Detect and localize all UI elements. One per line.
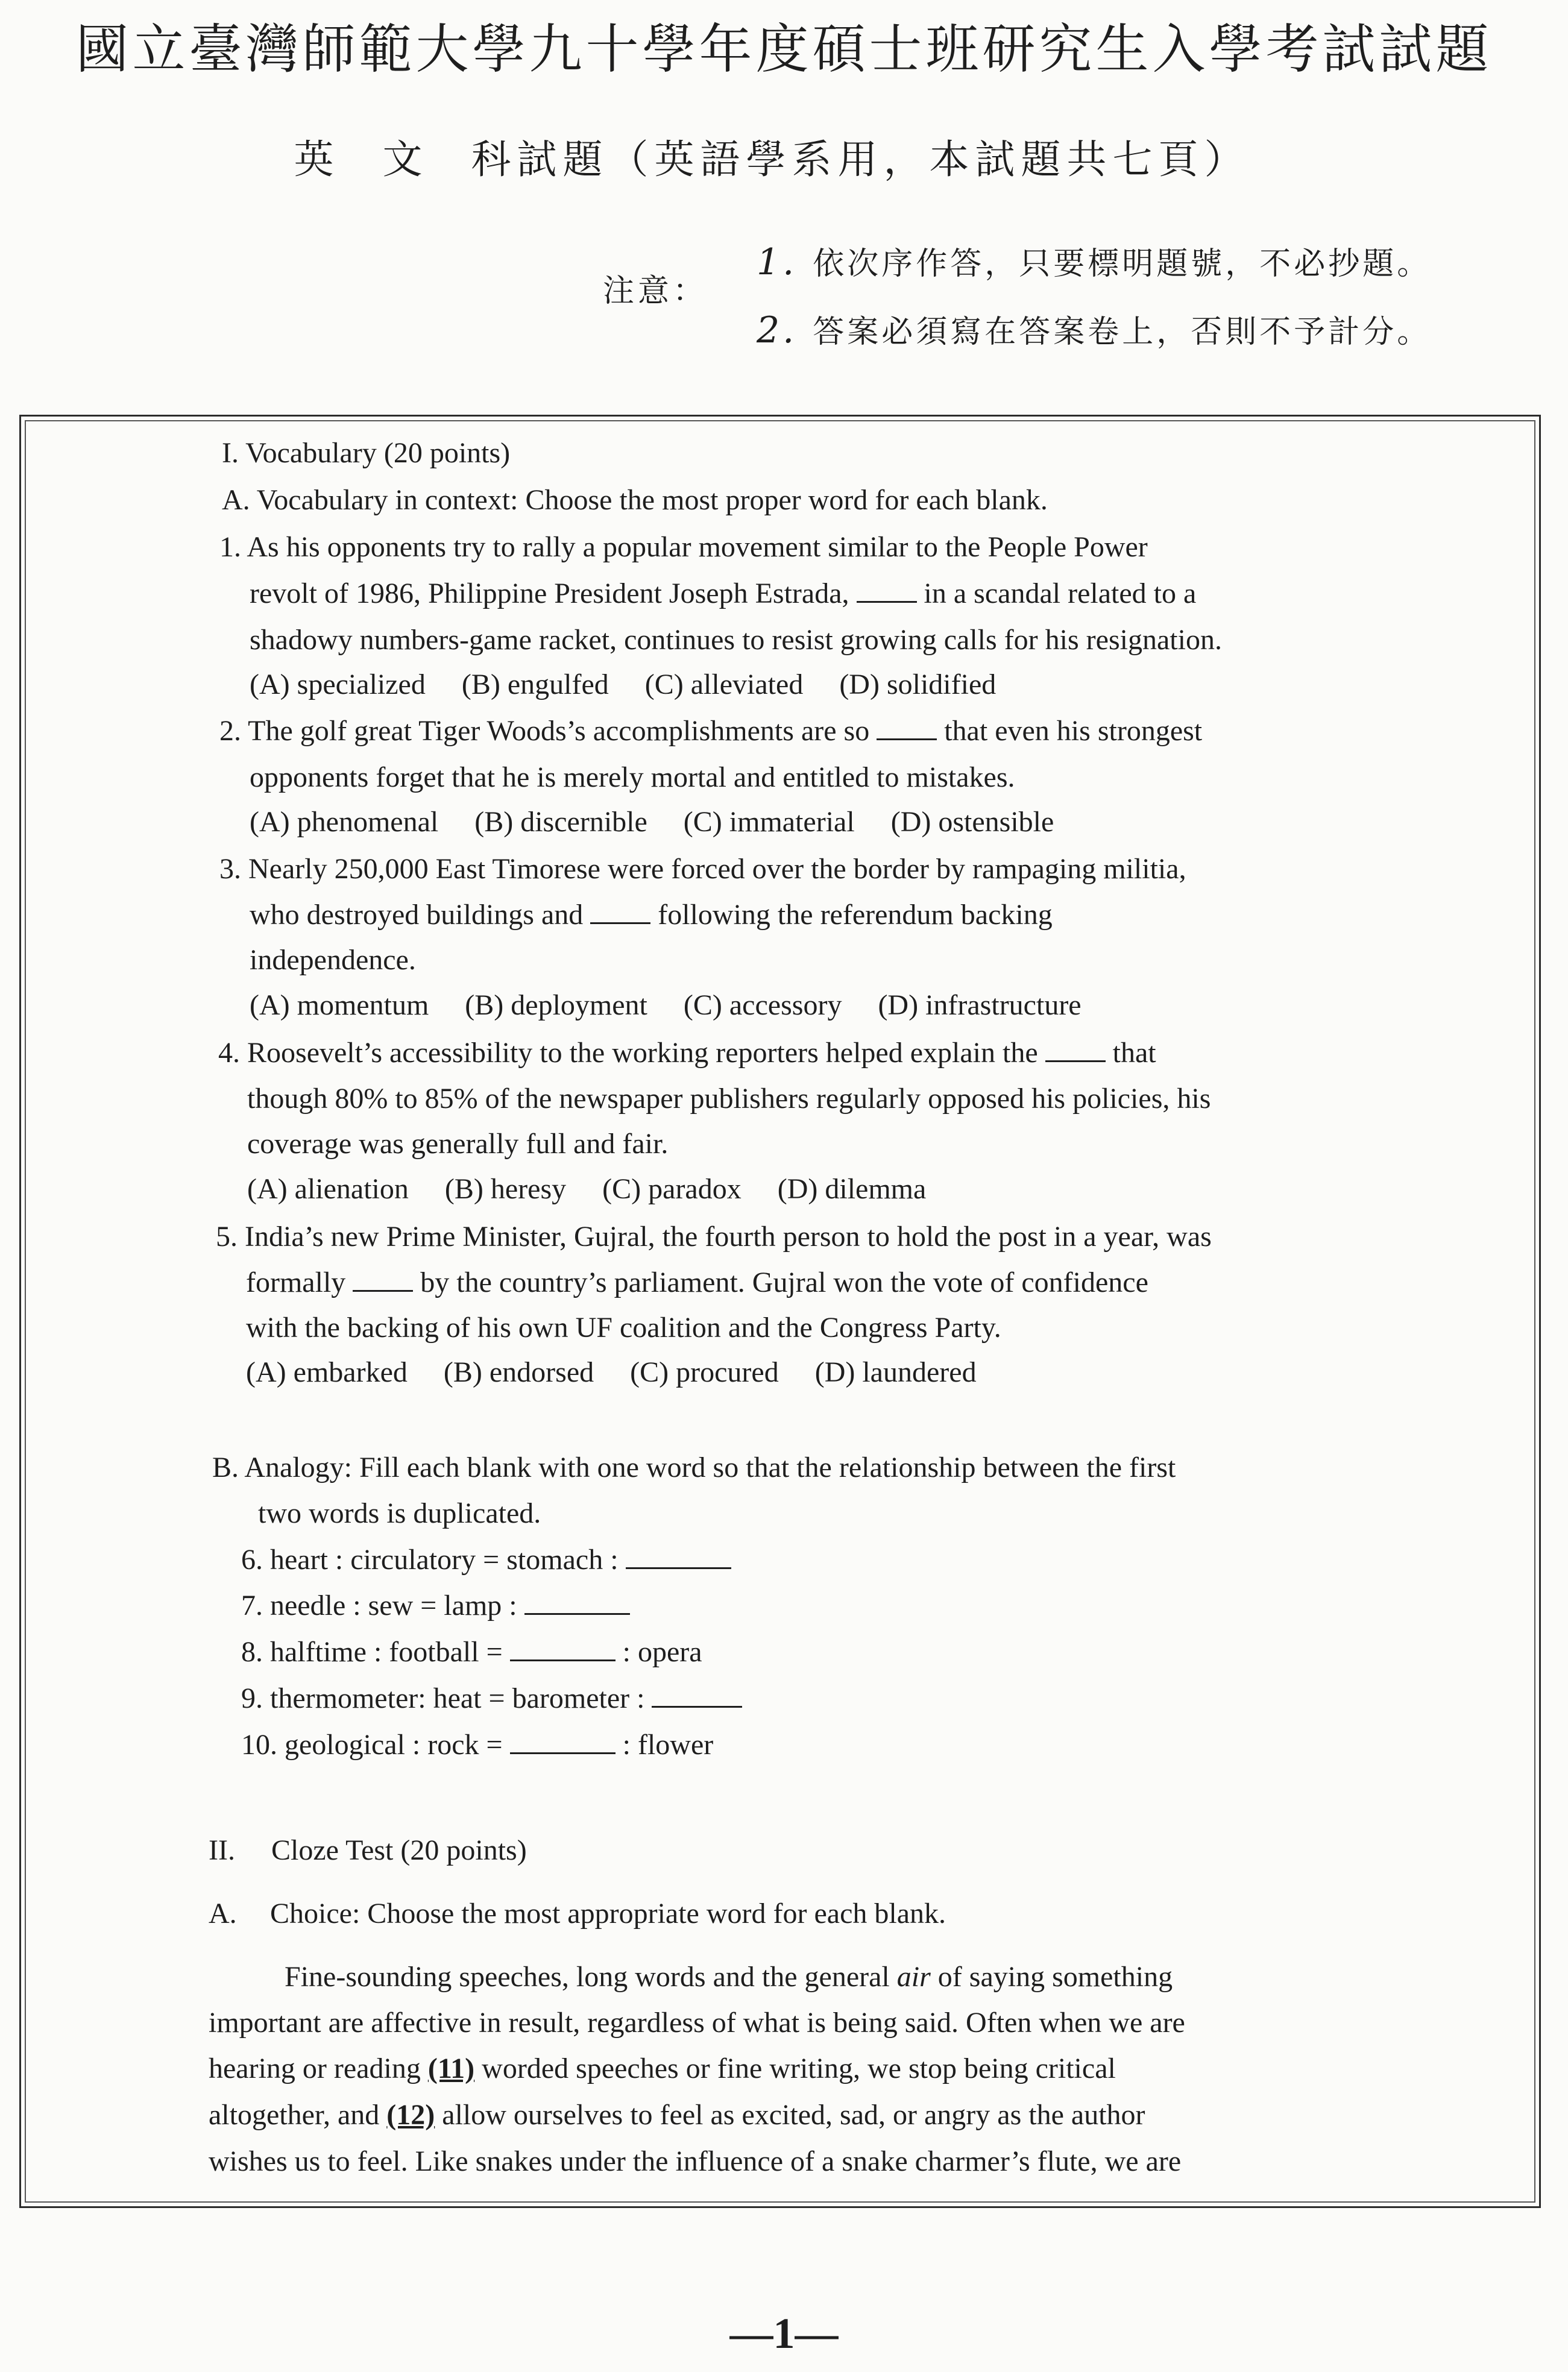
option: (C) procured: [630, 1356, 779, 1388]
question-line: coverage was generally full and fair.: [247, 1128, 669, 1160]
question-line: [250, 576, 1196, 612]
question-text: in a scandal related to a: [924, 577, 1197, 609]
answer-blank: [524, 1590, 630, 1615]
analogy-item: [241, 1634, 702, 1670]
option-row: [250, 804, 1083, 840]
option: (B) endorsed: [443, 1356, 594, 1388]
option: (C) immaterial: [683, 806, 855, 838]
question-line: shadowy numbers-game racket, continues to resist growing calls for his resignation.: [250, 624, 1222, 656]
part-heading: A. Vocabulary in context: Choose the most proper word for each blank.: [222, 484, 1048, 516]
option-row: [246, 1354, 1006, 1391]
option-row: [250, 987, 1110, 1024]
question-line: 1. As his opponents try to rally a popular movement similar to the People Power: [219, 531, 1148, 563]
option: (A) momentum: [250, 989, 429, 1021]
analogy-text: 6. heart : circulatory = stomach :: [241, 1544, 619, 1576]
analogy-text: 10. geological : rock =: [241, 1729, 503, 1761]
notice-text: 依次序作答，只要標明題號，不必抄題。: [813, 246, 1432, 282]
option-row: [250, 667, 1025, 703]
passage-line: important are affective in result, regardless of what is being said. Often when we are: [209, 2007, 1185, 2039]
answer-blank: [510, 1729, 616, 1754]
question-text: that even his strongest: [944, 715, 1203, 747]
passage-line: [209, 2051, 1116, 2087]
question-text: who destroyed buildings and: [250, 899, 584, 931]
option-row: [247, 1171, 955, 1207]
option: (A) phenomenal: [250, 806, 439, 838]
subject-char-2: 文: [382, 136, 429, 183]
question-text: revolt of 1986, Philippine President Joseph Estrada,: [250, 577, 849, 609]
notice-item: [757, 238, 1431, 283]
notice-label: 注意：: [603, 273, 708, 309]
notice-number: 1.: [757, 241, 798, 283]
option: (B) discernible: [474, 806, 647, 838]
passage-text: Fine-sounding speeches, long words and the general: [285, 1961, 890, 1993]
subject-description: 科試題（英語學系用，本試題共七頁）: [471, 136, 1250, 183]
option: (A) embarked: [246, 1356, 408, 1388]
answer-blank: [857, 578, 917, 603]
option: (B) heresy: [444, 1173, 567, 1205]
analogy-text: : flower: [622, 1729, 714, 1761]
option: (A) alienation: [247, 1173, 409, 1205]
part-heading: B. Analogy: Fill each blank with one word so that the relationship between the first: [212, 1452, 1176, 1483]
answer-blank: [877, 716, 937, 740]
analogy-item: [241, 1681, 742, 1717]
passage-text: of saying something: [937, 1961, 1173, 1993]
question-text: following the referendum backing: [658, 899, 1053, 931]
answer-blank: [353, 1267, 413, 1292]
passage-text: allow ourselves to feel as excited, sad, or angry as the author: [442, 2099, 1145, 2131]
option: (C) accessory: [683, 989, 842, 1021]
question-line: [246, 1265, 1148, 1301]
passage-line: [285, 1959, 1173, 1995]
analogy-text: 8. halftime : football =: [241, 1636, 503, 1668]
analogy-text: 9. thermometer: heat = barometer :: [241, 1682, 645, 1714]
cloze-blank: (12): [386, 2099, 435, 2131]
option: (C) paradox: [602, 1173, 741, 1205]
passage-emphasis: air: [896, 1961, 931, 1993]
option: (B) engulfed: [461, 669, 609, 700]
passage-text: worded speeches or fine writing, we stop being critical: [482, 2053, 1116, 2084]
option: (D) solidified: [839, 669, 997, 700]
option: (D) laundered: [814, 1356, 977, 1388]
question-text: 2. The golf great Tiger Woods’s accomplishments are so: [219, 715, 870, 747]
question-text: that: [1112, 1037, 1156, 1069]
cloze-blank: (11): [427, 2053, 475, 2084]
question-line: [250, 897, 1053, 933]
exam-title: 國立臺灣師範大學九十學年度碩士班研究生入學考試試題: [75, 18, 1493, 80]
answer-blank: [652, 1683, 742, 1708]
answer-blank: [626, 1544, 731, 1569]
option: (C) alleviated: [644, 669, 804, 700]
answer-blank: [1045, 1037, 1106, 1062]
question-line: [219, 713, 1202, 749]
subject-char-1: 英: [294, 136, 340, 183]
page-number: —1—: [729, 2309, 839, 2358]
part-heading: two words is duplicated.: [258, 1497, 541, 1529]
option: (A) specialized: [250, 669, 426, 700]
part-heading: Choice: Choose the most appropriate word for each blank.: [270, 1898, 946, 1930]
exam-subtitle: [0, 130, 1568, 190]
question-line: independence.: [250, 944, 416, 976]
notice-item: [757, 306, 1431, 351]
option: (D) ostensible: [890, 806, 1054, 838]
part-number: A.: [209, 1898, 237, 1930]
question-line: [218, 1035, 1156, 1071]
section-number: II.: [209, 1834, 235, 1866]
question-line: though 80% to 85% of the newspaper publishers regularly opposed his policies, his: [247, 1083, 1211, 1115]
option: (D) dilemma: [777, 1173, 927, 1205]
question-line: 5. India’s new Prime Minister, Gujral, the fourth person to hold the post in a year, was: [216, 1221, 1212, 1253]
analogy-text: 7. needle : sew = lamp :: [241, 1590, 517, 1622]
option: (B) deployment: [465, 989, 647, 1021]
section-heading: I. Vocabulary (20 points): [222, 437, 511, 469]
passage-text: altogether, and: [209, 2099, 380, 2131]
answer-blank: [510, 1637, 616, 1661]
analogy-text: : opera: [622, 1636, 702, 1668]
passage-text: hearing or reading: [209, 2053, 421, 2084]
notice-number: 2.: [757, 309, 798, 351]
question-text: formally: [246, 1266, 346, 1298]
question-line: opponents forget that he is merely mortal and entitled to mistakes.: [250, 761, 1015, 793]
passage-line: [209, 2097, 1145, 2133]
notice-text: 答案必須寫在答案卷上，否則不予計分。: [813, 314, 1432, 350]
analogy-item: [241, 1727, 713, 1763]
question-text: by the country’s parliament. Gujral won the vote of confidence: [420, 1266, 1148, 1298]
question-line: with the backing of his own UF coalition and the Congress Party.: [246, 1312, 1001, 1344]
passage-line: wishes us to feel. Like snakes under the influence of a snake charmer’s flute, we are: [209, 2145, 1182, 2177]
answer-blank: [590, 899, 650, 924]
question-line: 3. Nearly 250,000 East Timorese were forced over the border by rampaging militia,: [219, 853, 1186, 885]
section-heading: Cloze Test (20 points): [271, 1834, 527, 1866]
question-text: 4. Roosevelt’s accessibility to the working reporters helped explain the: [218, 1037, 1038, 1069]
analogy-item: [241, 1542, 731, 1578]
analogy-item: [241, 1588, 630, 1624]
option: (D) infrastructure: [878, 989, 1082, 1021]
